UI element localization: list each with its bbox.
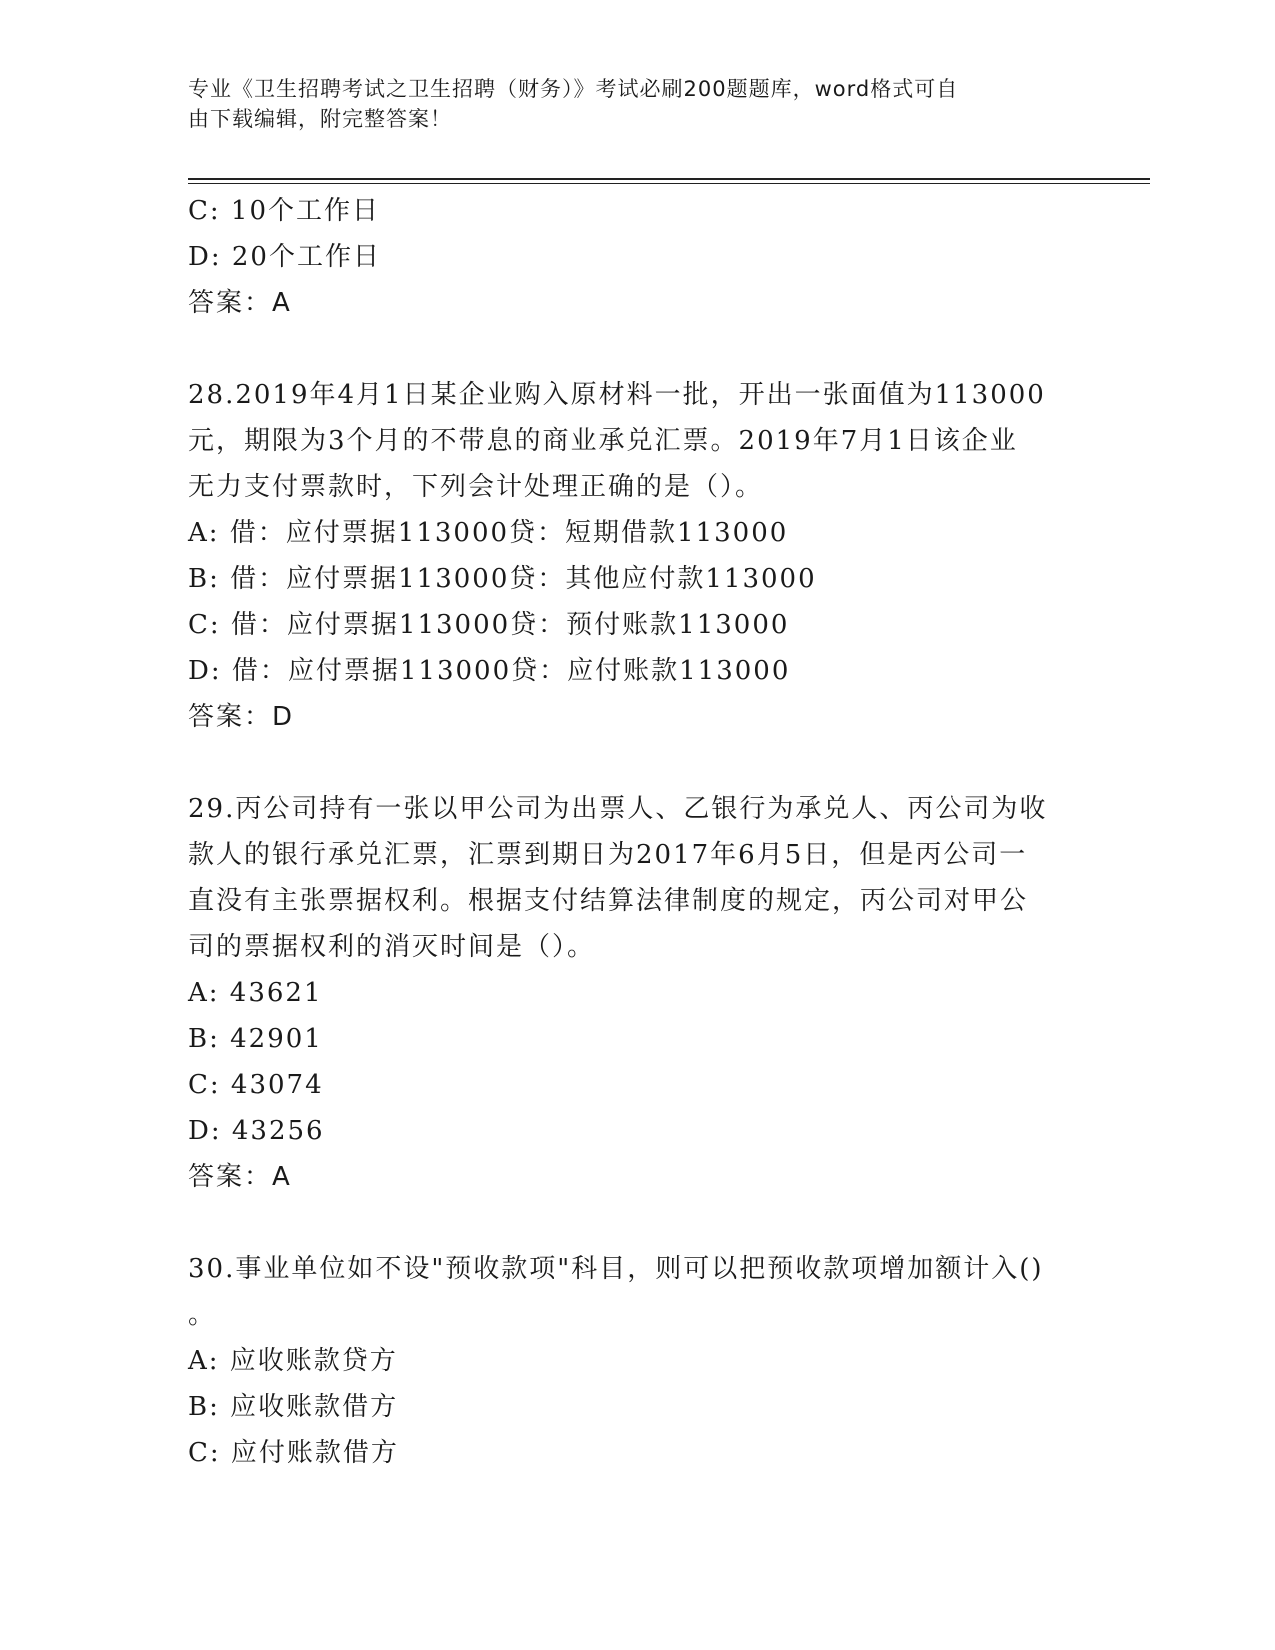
spacer: [188, 326, 1088, 372]
question-27-tail: [188, 188, 1088, 326]
header-line-1: 专业《卫生招聘考试之卫生招聘（财务）》考试必刷200题题库，word格式可自: [188, 77, 959, 101]
q29-option-c: C: 43074: [188, 1070, 324, 1100]
q29-option-b: B: 42901: [188, 1024, 323, 1054]
q28-option-a: A: 借：应付票据113000贷：短期借款113000: [188, 518, 789, 548]
q28-option-c: C: 借：应付票据113000贷：预付账款113000: [188, 610, 790, 640]
q28-option-d: D: 借：应付票据113000贷：应付账款113000: [188, 656, 791, 686]
spacer: [188, 740, 1088, 786]
header-divider-thick: [188, 178, 1150, 180]
question-29: [188, 786, 1088, 1200]
q30-option-a: A: 应收账款贷方: [188, 1346, 398, 1376]
q28-stem-line-3: 无力支付票款时，下列会计处理正确的是（）。: [188, 472, 764, 502]
spacer: [188, 1200, 1088, 1246]
q30-stem-line-1: 30.事业单位如不设"预收款项"科目，则可以把预收款项增加额计入(): [188, 1254, 1044, 1284]
q29-stem-line-3: 直没有主张票据权利。根据支付结算法律制度的规定，丙公司对甲公: [188, 886, 1029, 916]
question-30: [188, 1246, 1088, 1476]
q29-stem-line-1: 29.丙公司持有一张以甲公司为出票人、乙银行为承兑人、丙公司为收: [188, 794, 1048, 824]
q28-answer: 答案：D: [188, 702, 295, 732]
q29-stem-line-2: 款人的银行承兑汇票，汇票到期日为2017年6月5日，但是丙公司一: [188, 840, 1028, 870]
document-header: [188, 74, 1068, 134]
q27-answer: 答案：A: [188, 288, 292, 318]
q28-option-b: B: 借：应付票据113000贷：其他应付款113000: [188, 564, 817, 594]
header-divider-thin: [188, 183, 1150, 184]
q29-stem-line-4: 司的票据权利的消灭时间是（）。: [188, 932, 596, 962]
q29-option-d: D: 43256: [188, 1116, 325, 1146]
q28-stem-line-1: 28.2019年4月1日某企业购入原材料一批，开出一张面值为113000: [188, 380, 1046, 410]
q28-stem-line-2: 元，期限为3个月的不带息的商业承兑汇票。2019年7月1日该企业: [188, 426, 1018, 456]
q29-answer: 答案：A: [188, 1162, 292, 1192]
document-body: [188, 188, 1088, 1476]
q29-option-a: A: 43621: [188, 978, 323, 1008]
q27-option-d: D: 20个工作日: [188, 242, 381, 272]
q30-option-b: B: 应收账款借方: [188, 1392, 399, 1422]
q27-option-c: C: 10个工作日: [188, 196, 381, 226]
question-28: [188, 372, 1088, 740]
q30-stem-line-2: 。: [188, 1300, 217, 1330]
header-line-2: 由下载编辑，附完整答案！: [188, 107, 452, 131]
q30-option-c: C: 应付账款借方: [188, 1438, 399, 1468]
